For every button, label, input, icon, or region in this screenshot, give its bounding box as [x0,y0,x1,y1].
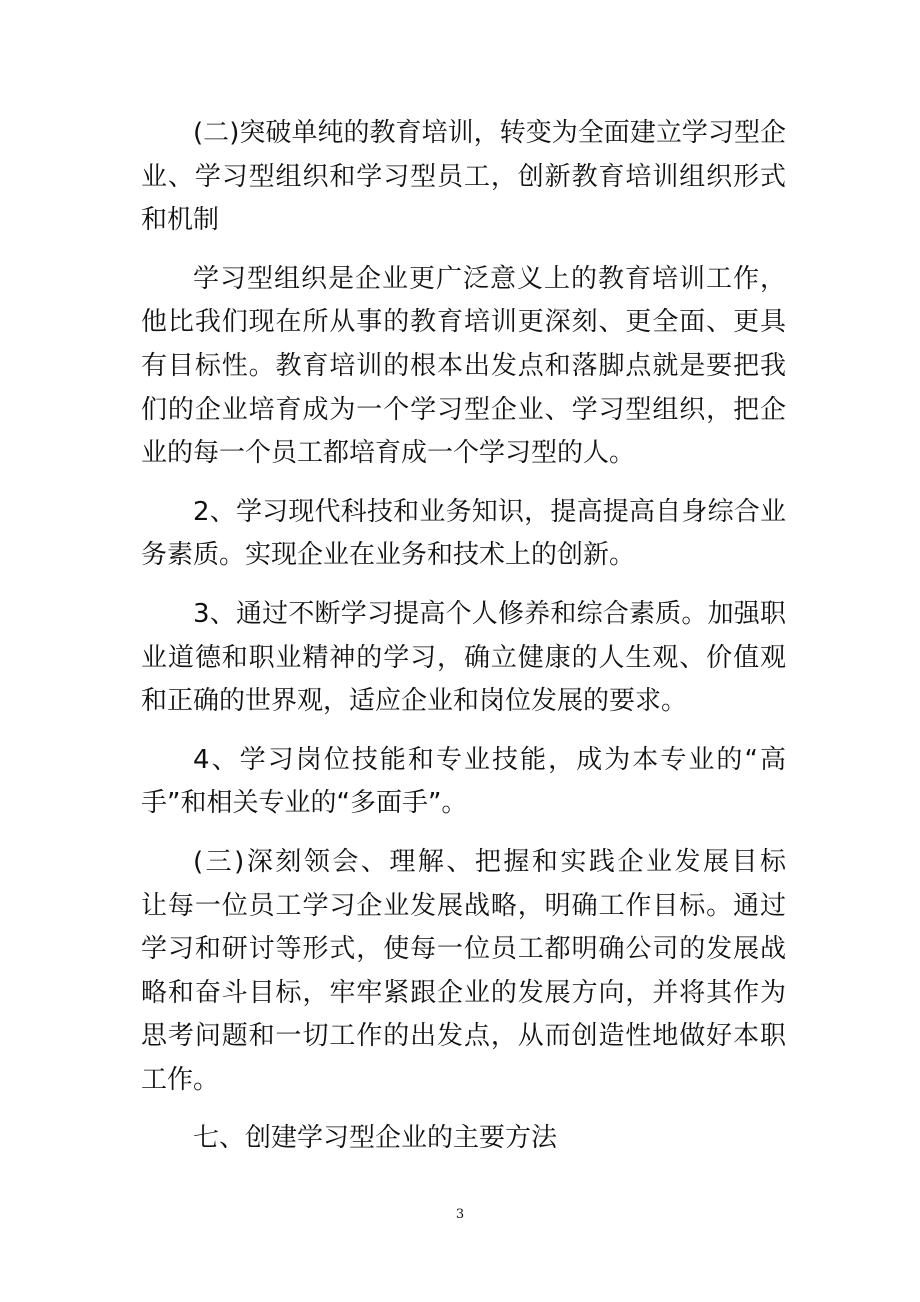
paragraph-section-7-heading: 七、创建学习型企业的主要方法 [193,1123,558,1154]
paragraph-item-4: 4、学习岗位技能和专业技能，成为本专业的“高手”和相关专业的“多面手”。 [141,744,786,819]
paragraph-section-2-heading: (二)突破单纯的教育培训，转变为全面建立学习型企业、学习型组织和学习型员工，创新教育培训组织形式和机制 [141,118,786,236]
paragraph-item-2: 2、学习现代科技和业务知识，提高提高自身综合业务素质。实现企业在业务和技术上的创新。 [141,496,786,571]
document-body [141,112,839,1176]
paragraph-section-3: (三)深刻领会、理解、把握和实践企业发展目标 让每一位员工学习企业发展战略，明确工作目标。通过学习和研讨等形式，使每一位员工都明确公司的发展战略和奋斗目标，牢牢紧跟企业的发展方向，并将其作为思考问题和一切工作的出发点，从而创造性地做好本职工作。 [141,846,839,1095]
page-number: 3 [455,1207,465,1222]
paragraph-item-3: 3、通过不断学习提高个人修养和综合素质。加强职业道德和职业精神的学习，确立健康的人生观、价值观和正确的世界观，适应企业和岗位发展的要求。 [141,598,786,717]
paragraph-learning-organization: 学习型组织是企业更广泛意义上的教育培训工作，他比我们现在所从事的教育培训更深刻、更全面、更具有目标性。教育培训的根本出发点和落脚点就是要把我们的企业培育成为一个学习型企业、学习型组织，把企业的每一个员工都培育成一个学习型的人。 [141,263,786,469]
